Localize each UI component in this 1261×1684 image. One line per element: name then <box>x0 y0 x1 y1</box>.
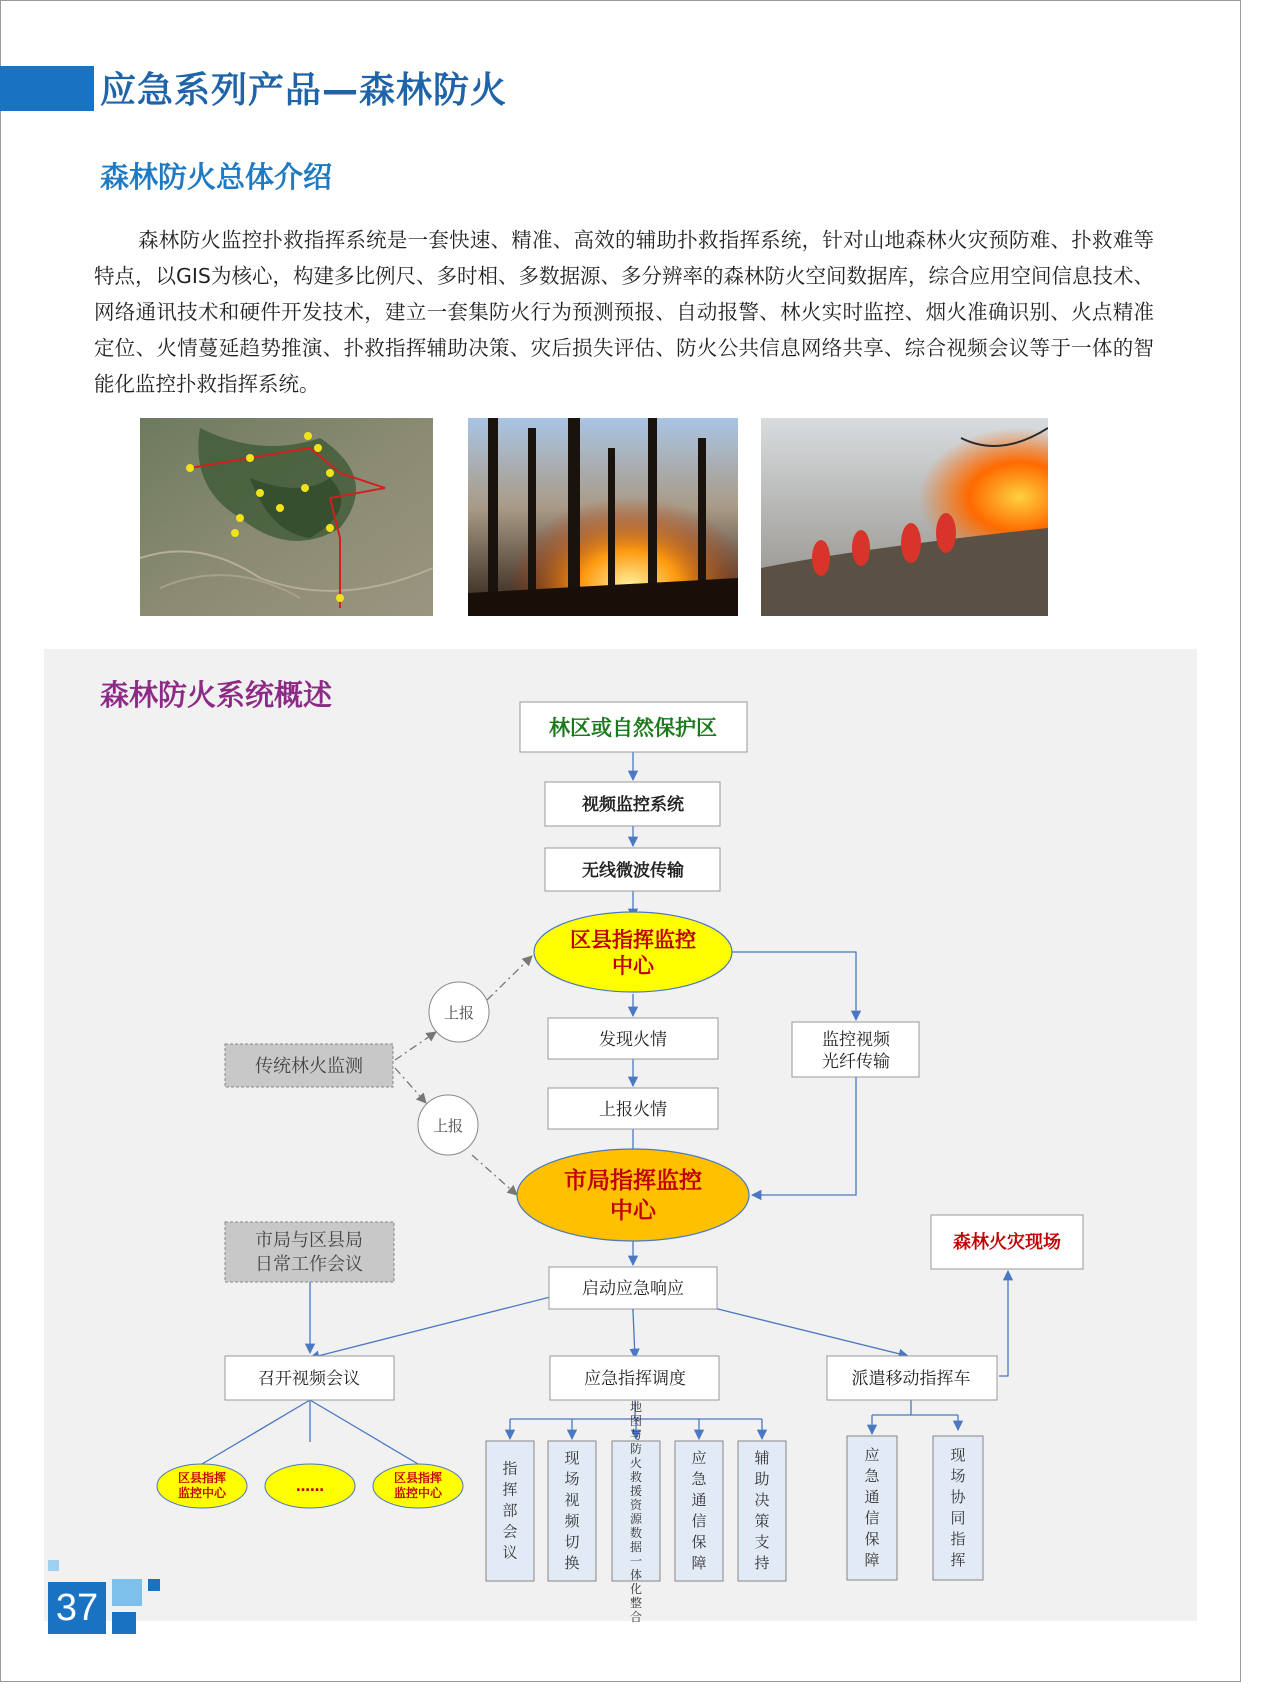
dispatch-item-label-2: 现场视频切换 <box>564 1449 580 1572</box>
report-fire-label: 上报火情 <box>599 1100 667 1120</box>
county-center-label-2: 中心 <box>612 954 654 978</box>
city-center-ellipse <box>517 1149 749 1241</box>
fiber-transmission-label-1: 监控视频 <box>822 1030 890 1050</box>
emergency-dispatch-label: 应急指挥调度 <box>584 1369 686 1389</box>
dispatch-item-label-4: 应急通信保障 <box>691 1449 707 1572</box>
video-conference-label: 召开视频会议 <box>258 1369 360 1389</box>
report-label-upper: 上报 <box>443 1004 475 1022</box>
county-center-ellipse <box>534 912 732 992</box>
ellipsis-label: …… <box>296 1479 324 1495</box>
traditional-monitoring-label: 传统林火监测 <box>255 1056 363 1077</box>
emergency-response-label: 启动应急响应 <box>582 1279 684 1299</box>
mobile-vehicle-label: 派遣移动指挥车 <box>851 1369 971 1389</box>
daily-meeting-label-1: 市局与区县局 <box>255 1230 363 1251</box>
page-title: 应急系列产品—森林防火 <box>100 70 508 111</box>
small-center-2-label-1: 区县指挥 <box>393 1471 443 1485</box>
daily-meeting-label-2: 日常工作会议 <box>255 1254 363 1275</box>
small-center-1-label-2: 监控中心 <box>177 1486 227 1500</box>
vehicle-item-label-2: 现场协同指挥 <box>950 1446 966 1569</box>
overview-heading: 森林防火系统概述 <box>100 678 333 712</box>
intro-paragraph: 森林防火监控扑救指挥系统是一套快速、精准、高效的辅助扑救指挥系统，针对山地森林火灾预防难、扑救难等特点，以GIS为核心，构建多比例尺、多时相、多数据源、多分辨率的森林防火空间数据库，综合应用空间信息技术、网络通讯技术和硬件开发技术，建立一套集防火行为预测预报、自动报警、林火实时监控、烟火准确识别、火点精准定位、火情蔓延趋势推演、扑救指挥辅助决策、灾后损失评估、防火公共信息网络共享、综合视频会议等于一体的智能化监控扑救指挥系统。 <box>94 228 1154 396</box>
vehicle-item-label-1: 应急通信保障 <box>864 1446 880 1569</box>
small-center-2-label-2: 监控中心 <box>393 1486 443 1500</box>
dispatch-item-label-5: 辅助决策支持 <box>754 1449 770 1572</box>
video-monitoring-label: 视频监控系统 <box>582 795 684 815</box>
small-center-1-label-1: 区县指挥 <box>177 1471 227 1485</box>
discover-fire-label: 发现火情 <box>599 1030 667 1050</box>
dispatch-item-label-3: 地图与防火救援资源数据一体化整合 <box>629 1400 643 1624</box>
microwave-label: 无线微波传输 <box>582 861 684 881</box>
intro-heading: 森林防火总体介绍 <box>100 160 333 194</box>
forest-area-label: 林区或自然保护区 <box>549 716 717 740</box>
fire-site-label: 森林火灾现场 <box>953 1232 1061 1253</box>
county-center-label-1: 区县指挥监控 <box>570 928 696 952</box>
city-center-label-2: 中心 <box>610 1198 656 1224</box>
dispatch-item-label-1: 指挥部会议 <box>502 1459 518 1562</box>
fiber-transmission-label-2: 光纤传输 <box>822 1052 890 1072</box>
city-center-label-1: 市局指挥监控 <box>564 1168 702 1194</box>
report-label-lower: 上报 <box>432 1117 464 1135</box>
page-number: 37 <box>48 1582 106 1634</box>
